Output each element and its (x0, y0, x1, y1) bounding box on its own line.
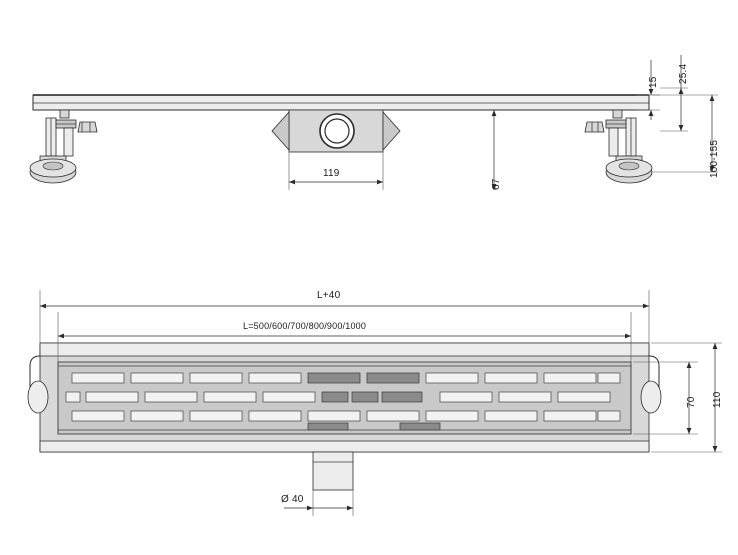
dimension-label-length-options: L=500/600/700/800/900/1000 (243, 321, 367, 331)
dimension-label-67: 67 (491, 178, 502, 190)
channel-top-flange (33, 95, 649, 110)
plan-top-chamfer (40, 343, 649, 356)
right-leg-bracket (585, 122, 604, 132)
dimension-L40 (40, 290, 649, 345)
plan-bottom-chamfer (40, 441, 649, 452)
dimension-label-100-155: 100-155 (709, 139, 720, 178)
dimension-label-L40: L+40 (317, 290, 341, 301)
side-elevation-geometry (30, 55, 718, 190)
right-leg-assembly (585, 110, 652, 183)
left-leg-assembly (30, 110, 97, 183)
left-leg-bracket (78, 122, 97, 132)
dimension-label-15: 15 (648, 76, 659, 88)
dimension-label-110: 110 (712, 391, 723, 408)
dimension-label-25-4: 25.4 (678, 63, 689, 84)
dimension-15 (636, 60, 660, 120)
housing-right-shoulder (383, 112, 400, 150)
dimension-label-119: 119 (323, 168, 340, 179)
grate-slot-row-2 (66, 392, 610, 402)
housing-left-shoulder (272, 112, 289, 150)
plan-right-end-cap (641, 381, 661, 413)
plan-left-end-cap (28, 381, 48, 413)
dimension-label-outlet-diameter: Ø 40 (281, 494, 304, 505)
plan-view-geometry (28, 290, 722, 516)
plan-outlet-spigot (313, 452, 353, 490)
dimension-label-70: 70 (686, 396, 697, 408)
